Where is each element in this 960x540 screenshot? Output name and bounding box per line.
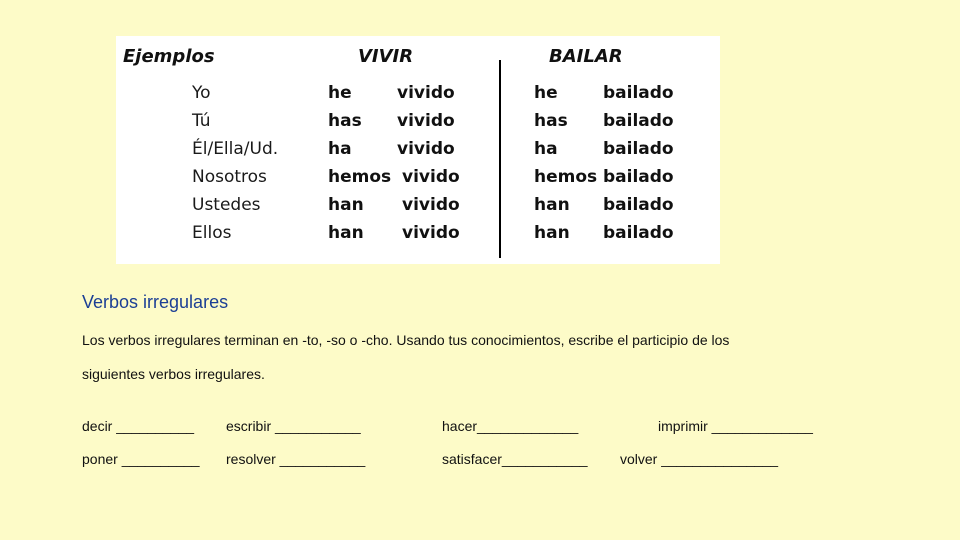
instructions-line-1: Los verbos irregulares terminan en -to, -so o -cho. Usando tus conocimientos, escribe el participio de los (82, 332, 730, 348)
column-divider (499, 60, 501, 258)
header-ejemplos: Ejemplos (123, 46, 215, 67)
participle-bailar: bailado (603, 223, 674, 243)
auxiliary-bailar: han (534, 195, 570, 215)
participle-bailar: bailado (603, 111, 674, 131)
auxiliary-vivir: ha (328, 139, 352, 159)
auxiliary-bailar: hemos (534, 167, 598, 187)
pronoun: Ustedes (192, 195, 261, 215)
pronoun: Tú (192, 111, 211, 131)
auxiliary-vivir: han (328, 195, 364, 215)
auxiliary-vivir: has (328, 111, 362, 131)
exercise-imprimir: imprimir _____________ (658, 418, 813, 434)
instructions-line-2: siguientes verbos irregulares. (82, 366, 265, 382)
participle-vivir: vivido (402, 195, 460, 215)
exercise-escribir: escribir ___________ (226, 418, 361, 434)
participle-bailar: bailado (603, 83, 674, 103)
pronoun: Ellos (192, 223, 232, 243)
auxiliary-vivir: hemos (328, 167, 392, 187)
auxiliary-bailar: he (534, 83, 558, 103)
exercise-satisfacer: satisfacer___________ (442, 451, 588, 467)
exercise-hacer: hacer_____________ (442, 418, 579, 434)
pronoun: Él/Ella/Ud. (192, 139, 279, 159)
exercise-poner: poner __________ (82, 451, 200, 467)
header-vivir: VIVIR (358, 46, 414, 67)
auxiliary-vivir: han (328, 223, 364, 243)
auxiliary-bailar: has (534, 111, 568, 131)
participle-vivir: vivido (397, 139, 455, 159)
exercise-volver: volver _______________ (620, 451, 779, 467)
participle-vivir: vivido (397, 83, 455, 103)
auxiliary-vivir: he (328, 83, 352, 103)
participle-bailar: bailado (603, 139, 674, 159)
exercise-decir: decir __________ (82, 418, 195, 434)
participle-vivir: vivido (402, 223, 460, 243)
conjugation-table (116, 36, 720, 264)
participle-vivir: vivido (397, 111, 455, 131)
exercise-resolver: resolver ___________ (226, 451, 366, 467)
header-bailar: BAILAR (549, 46, 623, 67)
auxiliary-bailar: han (534, 223, 570, 243)
section-title: Verbos irregulares (82, 292, 229, 312)
participle-vivir: vivido (402, 167, 460, 187)
participle-bailar: bailado (603, 167, 674, 187)
participle-bailar: bailado (603, 195, 674, 215)
pronoun: Yo (192, 83, 211, 103)
pronoun: Nosotros (192, 167, 267, 187)
auxiliary-bailar: ha (534, 139, 558, 159)
